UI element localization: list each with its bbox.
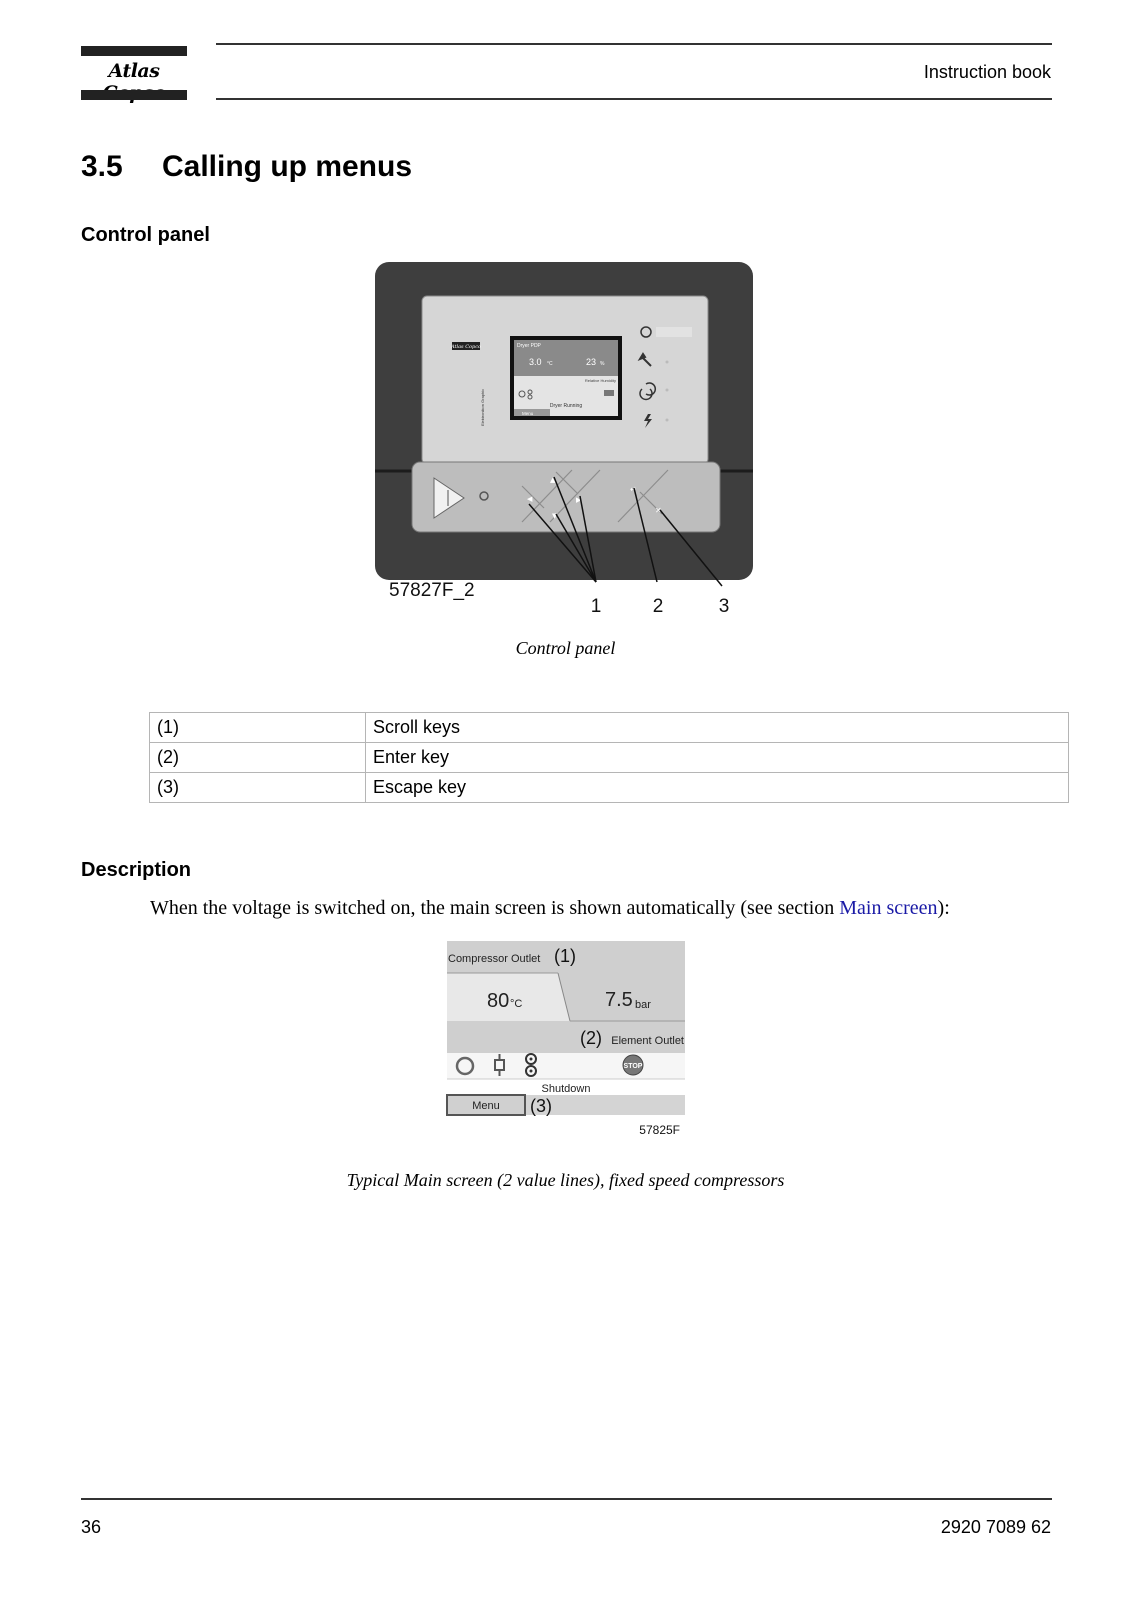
main-screen-menu-label: Menu (472, 1100, 500, 1112)
legend-value: Scroll keys (366, 713, 1069, 743)
table-row (150, 743, 1069, 773)
page-number: 36 (81, 1517, 102, 1537)
main-screen-motor-dot-2 (530, 1070, 533, 1073)
panel-display-sub-label: Relative Humidity (584, 378, 616, 383)
figure-code: 57827F_2 (389, 580, 475, 601)
main-screen-callout-2: (2) (580, 1028, 602, 1048)
main-screen-caption: Typical Main screen (2 value lines), fixed speed compressors (346, 1170, 785, 1190)
control-panel-figure (372, 260, 758, 620)
alarm-led (656, 327, 692, 337)
panel-display-unit-right: % (600, 361, 605, 367)
table-row (150, 713, 1069, 743)
section-title-text: Calling up menus (162, 150, 413, 183)
arrow-left-icon: ◀ (527, 495, 533, 503)
fan-led (666, 389, 669, 392)
section-number: 3.5 (81, 150, 123, 183)
panel-display-menu-label: Menu (522, 411, 534, 416)
callout-1: 1 (590, 596, 602, 617)
main-screen-label-top: Compressor Outlet (448, 953, 541, 965)
main-screen-value-left: 80 (487, 990, 510, 1012)
callout-3: 3 (718, 596, 730, 617)
main-screen-value-right: 7.5 (605, 989, 633, 1011)
legend-key: (2) (150, 743, 366, 773)
panel-display-value-right: 23 (586, 357, 597, 367)
header-rule-top (216, 43, 1052, 45)
section-title (81, 150, 412, 184)
main-screen-figure (446, 940, 694, 1140)
arrow-up-icon: ▲ (550, 476, 556, 484)
control-panel-caption: Control panel (515, 638, 616, 658)
panel-display-unit-left: °C (547, 361, 553, 367)
main-screen-status: Shutdown (541, 1083, 591, 1095)
atlas-copco-logo (81, 46, 187, 100)
header-title: Instruction book (923, 62, 1051, 82)
main-screen-stop-text: STOP (623, 1063, 643, 1070)
main-screen-link[interactable]: Main screen (839, 897, 938, 919)
description-text-before: When the voltage is switched on, the main screen is shown automatically (see section (150, 897, 840, 919)
arrow-right-icon: ▶ (576, 496, 582, 504)
logo-bar-bottom (81, 90, 187, 100)
callout-2: 2 (652, 596, 664, 617)
panel-display-title: Dryer PDP (517, 343, 541, 349)
panel-side-label: Elektronikon Graphic (480, 388, 485, 426)
table-row (150, 773, 1069, 803)
legend-key: (3) (150, 773, 366, 803)
panel-logo-text: Atlas Copco (450, 344, 482, 350)
legend-value: Enter key (366, 743, 1069, 773)
legend-value: Escape key (366, 773, 1069, 803)
main-screen-label-bottom: Element Outlet (611, 1035, 684, 1047)
panel-display-status-icon (604, 390, 614, 396)
panel-display-status: Dryer Running (549, 403, 583, 409)
footer-rule (81, 1498, 1052, 1500)
main-screen-callout-3: (3) (530, 1096, 552, 1116)
enter-icon: ↵ (630, 485, 637, 494)
main-screen-unit-right: bar (635, 999, 651, 1011)
panel-display-value-left: 3.0 (529, 357, 542, 367)
control-panel-heading: Control panel (81, 224, 210, 246)
legend-key: (1) (150, 713, 366, 743)
logo-wordmark: Atlas (108, 60, 160, 82)
main-screen-code: 57825F (639, 1123, 680, 1137)
description-paragraph (150, 897, 950, 920)
legend-table (149, 712, 1069, 803)
main-screen-unit-left: °C (510, 998, 523, 1010)
main-screen-icon-row (447, 1053, 685, 1079)
description-text-after: ): (937, 897, 950, 919)
document-number: 2920 7089 62 (940, 1517, 1051, 1537)
main-screen-callout-1: (1) (554, 946, 576, 966)
main-screen-motor-dot-1 (530, 1058, 533, 1061)
arrow-down-icon: ▼ (552, 512, 558, 520)
power-led (666, 419, 669, 422)
description-heading: Description (81, 859, 192, 881)
wrench-led (666, 361, 669, 364)
logo-bar-top (81, 46, 187, 56)
header-rule-bottom (216, 98, 1052, 100)
escape-icon: ✕ (655, 506, 662, 515)
